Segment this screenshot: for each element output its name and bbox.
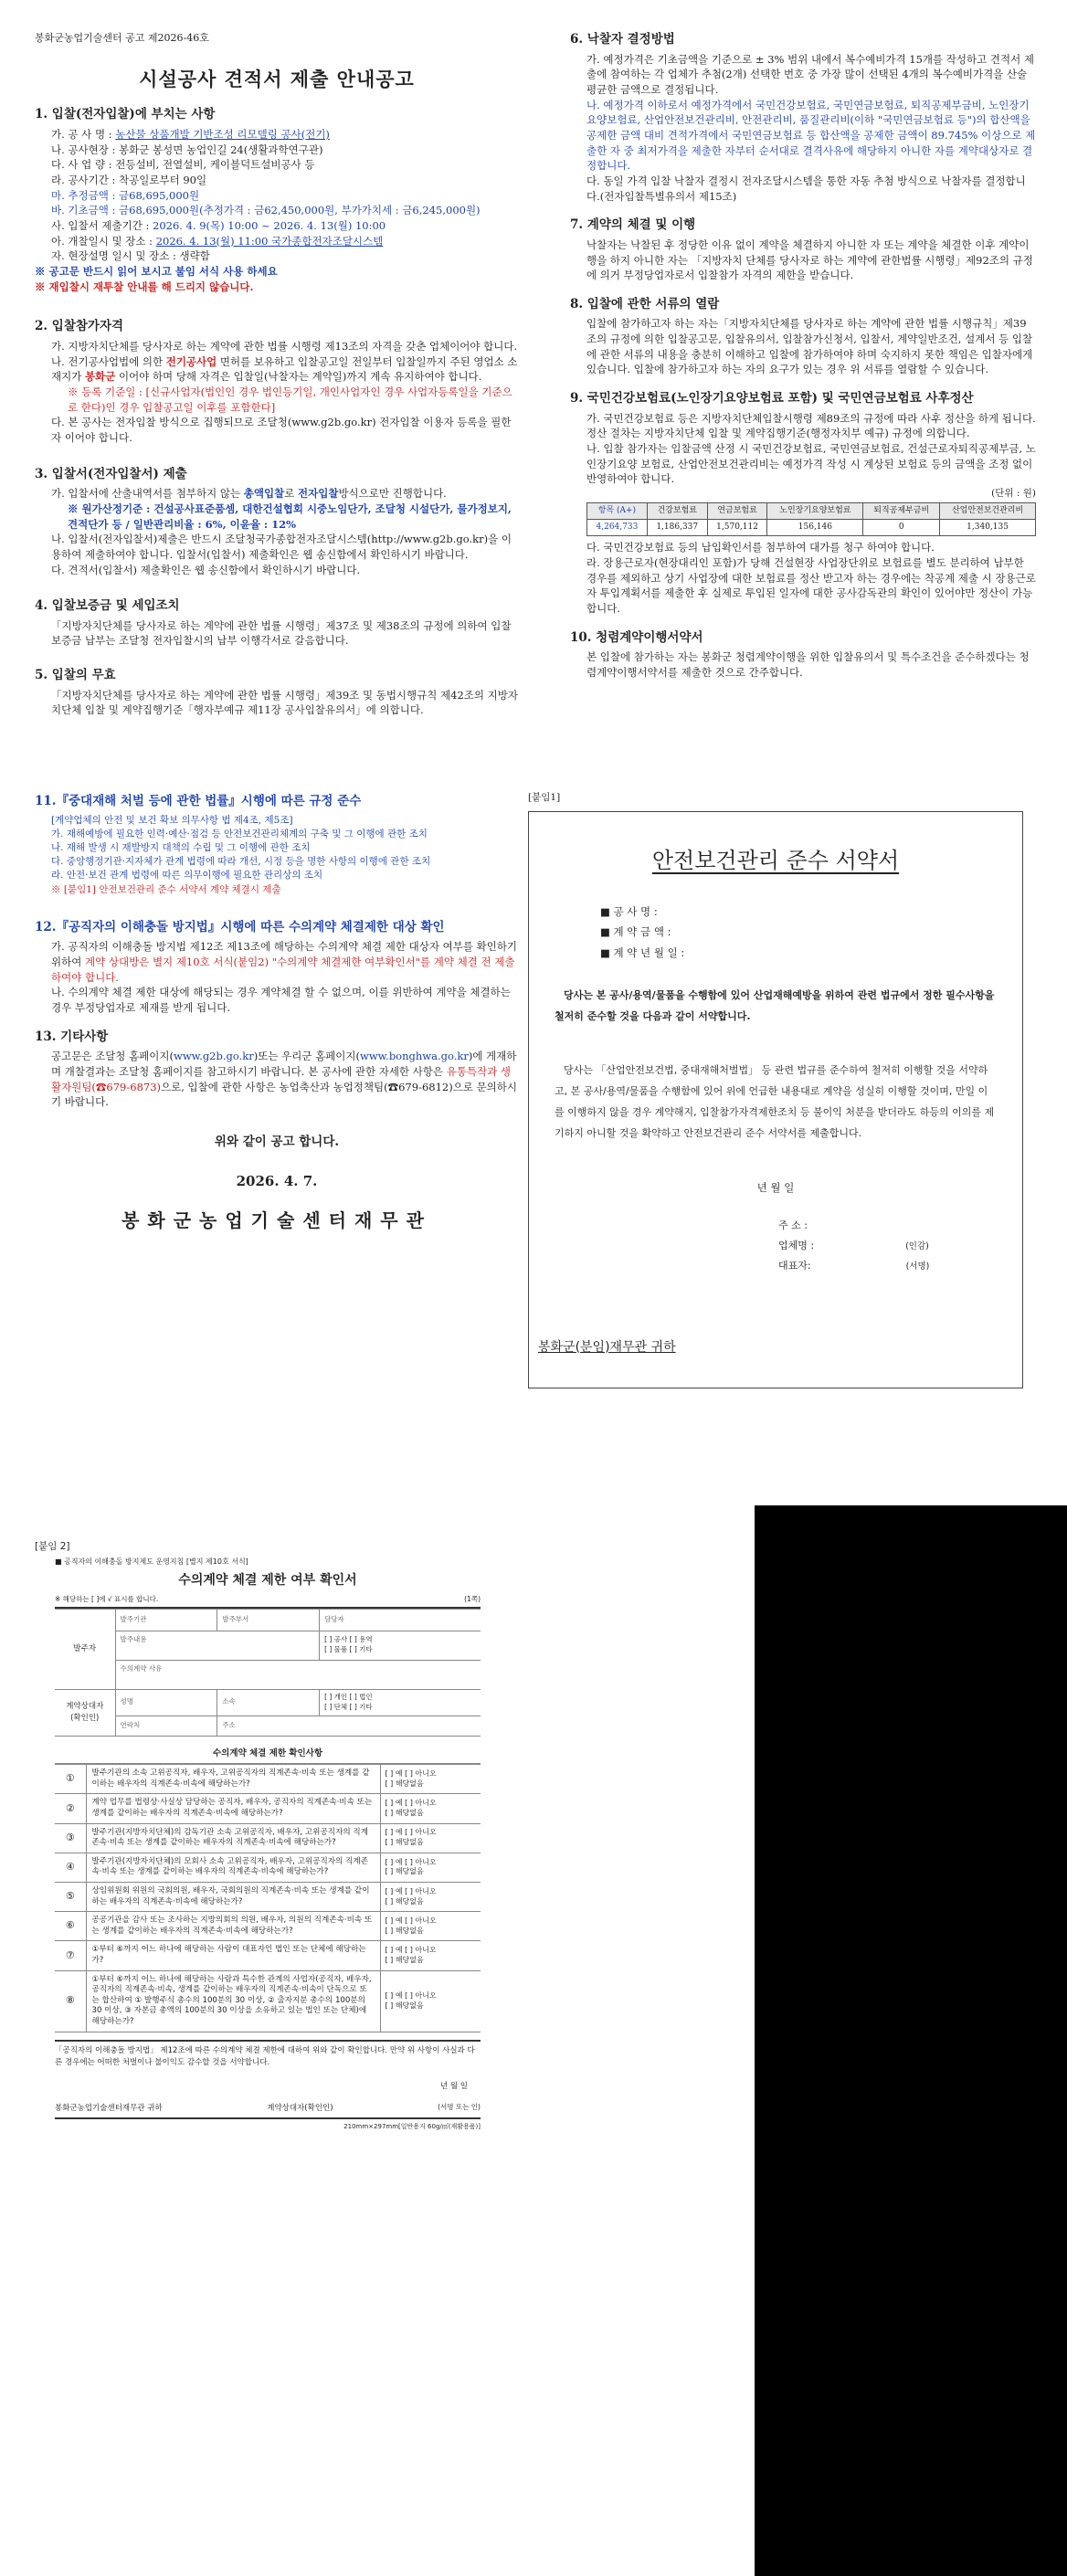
check-item-question: 공공기관을 감사 또는 조사하는 지방의회의 의원, 배우자, 의원의 직계존속·비속 또는 생계를 같이하는 배우자의 직계존속·비속에 해당하는가?	[86, 1912, 380, 1941]
section-9-heading: 9. 국민건강보험료(노인장기요양보험료 포함) 및 국민연금보험료 사후정산	[570, 391, 974, 406]
form-header-table	[55, 1609, 481, 1737]
check-item-number: ⑦	[55, 1941, 86, 1970]
check-item-options[interactable]: [ ] 예 [ ] 아니오 [ ] 해당없음	[380, 1883, 481, 1912]
form-date-line: 년 월 일	[439, 2081, 468, 2091]
estimated-amount-line: 마. 추정금액 : 금68,695,000원	[51, 188, 200, 202]
form-statement: 「공직자의 이해충돌 방지법」 제12조에 따른 수의계약 체결 제한에 대하여 위와 같이 확인합니다. 만약 위 사항이 사실과 다른 경우에는 어떠한 처벌이나 불이익도 감수할 것을 서약합니다.	[55, 2040, 481, 2070]
signer-company: 업체명 : (인감)	[778, 1240, 929, 1252]
section-11-item: 가. 재해예방에 필요한 인력·예산·점검 등 안전보건관리체계의 구축 및 그 이행에 관한 조치	[51, 828, 428, 839]
site-line: 나. 공사현장 : 봉화군 봉성면 농업인길 24(생활과학연구관)	[51, 143, 323, 156]
check-item-number: ①	[55, 1765, 86, 1794]
table-cell: 4,264,733	[587, 520, 648, 536]
base-amount-line: 바. 기초금액 : 금68,695,000원(추정가격 : 금62,450,000원, 부가가치세 : 금6,245,000원)	[51, 204, 481, 217]
check-item-options[interactable]: [ ] 예 [ ] 아니오 [ ] 해당없음	[380, 1970, 481, 2032]
check-item-row	[55, 1794, 481, 1823]
section-11-body	[35, 814, 519, 897]
form-signer: 계약상대자(확인인)	[267, 2104, 333, 2114]
party-address-field[interactable]: 주소	[217, 1716, 481, 1736]
pledge-form-box	[528, 811, 1023, 1388]
table-header-cell: 산업안전보건관리비	[940, 503, 1036, 520]
section-6-heading: 6. 낙찰자 결정방법	[570, 32, 675, 47]
check-item-question: 계약 업무를 법령상·사실상 담당하는 공직자, 배우자, 공직자의 직계존속·비속 또는 생계를 같이하는 배우자의 직계존속·비속에 해당하는가?	[86, 1794, 380, 1823]
check-item-row	[55, 1912, 481, 1941]
check-items-table	[55, 1764, 481, 2032]
section-11-heading: 11.『중대재해 처벌 등에 관한 법률』시행에 따른 규정 준수	[35, 794, 362, 808]
section-6-body	[570, 52, 1036, 205]
section-3-item-na: 나. 입찰서(전자입찰서)제출은 반드시 조달청국가종합전자조달시스템(http://www.g2b.go.kr)을 이용하여 제출하여야 합니다. 입찰서(입찰서) 제출확인은 웹 송신함에서 확인하시기 바랍니다.	[51, 533, 512, 561]
check-item-number: ⑥	[55, 1912, 86, 1941]
table-unit: (단위 : 원)	[991, 488, 1036, 500]
form-note-row	[55, 1595, 481, 1609]
check-item-row	[55, 1853, 481, 1882]
section-11-item: 나. 재해 발생 시 재발방지 대책의 수립 및 그 이행에 관한 조치	[51, 842, 311, 853]
party-affiliation-field[interactable]: 소속	[217, 1689, 320, 1716]
period-line: 라. 공사기간 : 착공일로부터 90일	[51, 173, 207, 186]
section-3-body	[35, 486, 519, 577]
submission-period: 2026. 4. 9(목) 10:00 ~ 2026. 4. 13(월) 10:00	[153, 218, 386, 232]
check-item-question: 상임위원회 위원의 국회의원, 배우자, 국회의원의 직계존속·비속 또는 생계를 같이하는 배우자의 직계존속·비속에 해당하는가?	[86, 1883, 380, 1912]
check-item-options[interactable]: [ ] 예 [ ] 아니오 [ ] 해당없음	[380, 1823, 481, 1853]
cost-basis-note: ※ 원가산정기준 : 건설공사표준품셈, 대한건설협회 시중노임단가, 조달청 시설단가, 물가정보지, 견적단가 등 / 일반관리비율 : 6%, 이윤율 : 12%	[68, 501, 512, 531]
party-label: 계약상대자 (확인인)	[55, 1689, 115, 1736]
section-7-heading: 7. 계약의 체결 및 이행	[570, 217, 696, 233]
section-2-item-na: 나. 전기공사업법에 의한 전기공사업 면허를 보유하고 입찰공고일 전일부터 입찰일까지 주된 영업소 소재지가 봉화군 이어야 하며 당해 자격은 입찰일(낙찰자는 계약일)까지 계속 유지하여야 합니다.	[51, 354, 518, 384]
opening-datetime: 2026. 4. 13(월) 11:00 국가종합전자조달시스템	[155, 234, 384, 248]
form-area	[55, 1557, 481, 2132]
pledge-statement-1: 당사는 본 공사/용역/물품을 수행함에 있어 산업재해예방을 위하여 관련 법규에서 정한 필수사항을 철저히 준수할 것을 다음과 같이 서약합니다.	[555, 988, 995, 1022]
site-briefing-line: 자. 현장설명 일시 및 장소 : 생략함	[51, 249, 210, 263]
pledge-statement-2: 당사는 「산업안전보건법, 중대재해처벌법」 등 관련 법규를 준수하여 철저히 이행할 것을 서약하고, 본 공사/용역/물품을 수행함에 있어 위에 언급한 내용대로 계약을 성실히 이행할 것이며, 만일 이를 이행하지 않을 경우 계약해지, 입찰참가자격제한조치 등 불이익 처분을 받더라도 하등의 이의를 제기하지 아니할 것을 확약하고 안전보건관리 준수 서약서를 제출합니다.	[555, 1064, 995, 1140]
notice-date: 2026. 4. 7.	[236, 1172, 318, 1189]
section-13-heading: 13. 기타사항	[35, 1029, 109, 1044]
party-type-options[interactable]: [ ] 개인 [ ] 법인 [ ] 단체 [ ] 기타	[320, 1689, 481, 1716]
check-item-row	[55, 1883, 481, 1912]
section-11-item: 라. 안전·보건 관계 법령에 따른 의무이행에 필요한 관리상의 조치	[51, 870, 323, 882]
pledge-field-project: ■ 공 사 명 :	[600, 904, 658, 918]
attachment-2-page	[26, 1540, 490, 2205]
page1-right-column	[570, 31, 1036, 681]
form-sign-row	[55, 2103, 481, 2119]
section-3-item-da: 다. 견적서(입찰서) 제출확인은 웹 송신함에서 확인하시기 바랍니다.	[51, 563, 361, 576]
notice-note-1: ※ 공고문 반드시 읽어 보시고 불임 서식 사용 하세요	[35, 264, 278, 278]
section-2-item-ga: 가. 지방자치단체를 당사자로 하는 계약에 관한 법률 시행령 제13조의 자격을 갖춘 업체이어야 합니다.	[51, 339, 518, 353]
pledge-date-line: 년 월 일	[756, 1181, 795, 1195]
check-section-title: 수의계약 체결 제한 확인사항	[55, 1742, 481, 1765]
check-item-row	[55, 1970, 481, 2032]
section-12-item-na: 나. 수의계약 체결 제한 대상에 해당되는 경우 계약체결 할 수 없으며, 이를 위반하여 계약을 체결하는 경우 부정당업자로 제재를 받게 됩니다.	[51, 986, 511, 1015]
attachment-1-tag: [붙임1]	[528, 792, 561, 803]
pledge-field-amount: ■ 계 약 금 액 :	[600, 925, 671, 939]
check-note: ※ 해당하는 [ ]에 √ 표시를 합니다.	[55, 1594, 159, 1603]
document-number: 봉화군농업기술센터 공고 제2026-46호	[35, 32, 209, 44]
check-item-question: ①부터 ⑥까지 어느 하나에 해당하는 사람과 특수한 관계의 사업자(공직자, 배우자, 공직자의 직계존속·비속, 생계를 같이하는 배우자의 직계존속·비속이 단독으로 또는 합산하여 ① 발행주식 총수의 100분의 30 이상, ② 출자지분 총수의 100분의 30 이상, ③ 자본금 총액의 100분의 30 이상을 소유하고 있는 법인 또는 단체)에 해당하는가?	[86, 1970, 380, 2032]
check-item-options[interactable]: [ ] 예 [ ] 아니오 [ ] 해당없음	[380, 1853, 481, 1882]
issuer-name: 봉화군농업기술센터재무관	[121, 1209, 432, 1232]
check-item-options[interactable]: [ ] 예 [ ] 아니오 [ ] 해당없음	[380, 1794, 481, 1823]
insurance-table	[586, 502, 1036, 536]
table-header-cell: 연금보험료	[707, 503, 767, 520]
form-sign-mark: (서명 또는 인)	[438, 2103, 481, 2112]
page-title: 시설공사 견적서 제출 안내공고	[139, 67, 415, 90]
section-9-item-ra: 라. 장용근로자(현장대리인 포함)가 당해 건설현장 사업장단위로 보험료를 별도 분리하여 납부한 경우를 제외하고 상기 사업장에 대한 보험료를 정산 받고자 하는 경우에는 착공계 제출 시 장용근로자 투입계획서를 제출한 후 실제로 투입된 일자에 대한 공사감독관의 확인이 있어야만 정산이 가능합니다.	[586, 556, 1036, 616]
check-item-options[interactable]: [ ] 예 [ ] 아니오 [ ] 해당없음	[380, 1912, 481, 1941]
table-cell: 0	[863, 520, 940, 536]
order-kind-options[interactable]: [ ] 공사 [ ] 용역 [ ] 물품 [ ] 기타	[320, 1631, 481, 1660]
signer-representative: 대표자: (서명)	[778, 1260, 930, 1272]
section-1-heading: 1. 입찰(전자입찰)에 부치는 사항	[35, 107, 216, 122]
table-header-cell: 퇴직공제부금비	[863, 503, 940, 520]
check-item-question: 발주기관(지방자치단체)의 감독기관 소속 고위공직자, 배우자, 고위공직자의 직계존속·비속 또는 생계를 같이하는 배우자의 직계존속·비속에 해당하는가?	[86, 1823, 380, 1853]
check-item-options[interactable]: [ ] 예 [ ] 아니오 [ ] 해당없음	[380, 1765, 481, 1794]
check-item-options[interactable]: [ ] 예 [ ] 아니오 [ ] 해당없음	[380, 1941, 481, 1970]
blank-black-region	[755, 1505, 1067, 2576]
section-12-heading: 12.『공직자의 이해충돌 방지법』시행에 따른 수의계약 체결제한 대상 확인	[35, 919, 445, 934]
page-mark: (1쪽)	[464, 1594, 481, 1603]
table-header-cell: 건강보험료	[647, 503, 707, 520]
party-contact-field[interactable]: 연락처	[115, 1716, 217, 1736]
section-6-item-da: 다. 동일 가격 입찰 낙찰자 결정시 전자조달시스템을 통한 자동 추첨 방식으로 낙찰자를 결정합니다.(전자입찰특별유의서 제15조)	[586, 174, 1026, 203]
check-item-row	[55, 1823, 481, 1853]
check-item-row	[55, 1765, 481, 1794]
section-13-body: 공고문은 조달청 홈페이지(www.g2b.go.kr)또는 우리군 홈페이지(www.bonghwa.go.kr)에 게재하며 개찰결과는 조달청 홈페이지를 참고하시기 바랍니다. 본 공사에 관한 자세한 사항은 유통특작과 생활자원팀(☎679-6873)으로, 입찰에 관한 사항은 농업축산과 농업정책팀(☎679-6812)으로 문의하시기 바랍니다.	[51, 1050, 518, 1109]
project-name-line: 가. 공 사 명 : 농산물 상품개발 기반조성 리모델링 공사(전기)	[51, 127, 330, 141]
scope-line: 다. 사 업 량 : 전등설비, 전열설비, 케이블덕트설비공사 등	[51, 158, 315, 172]
section-2-body	[35, 339, 519, 446]
section-11-note: ※ [붙임1] 안전보건관리 준수 서약서 계약 체결시 제출	[51, 883, 281, 895]
section-10-heading: 10. 청렴계약이행서약서	[570, 629, 703, 645]
section-7-body: 낙찰자는 낙찰된 후 정당한 이유 없이 계약을 체결하지 아니한 자 또는 계약을 체결한 이후 계약이행을 하지 아니한 자는 「지방자치 단체를 당사자로 하는 계약에 관한법률 시행령」제92조의 규정에 의거 부정당업자로서 입찰참가 자격의 제한을 받습니다.	[586, 238, 1033, 282]
table-cell: 1,570,112	[707, 520, 767, 536]
check-item-number: ③	[55, 1823, 86, 1853]
form-title: 수의계약 체결 제한 여부 확인서	[178, 1572, 357, 1588]
project-name: 농산물 상품개발 기반조성 리모델링 공사(전기)	[115, 127, 330, 141]
notice-page-2	[26, 793, 519, 1268]
signer-address: 주 소 :	[778, 1219, 808, 1232]
page2-body	[35, 793, 519, 1234]
person-field[interactable]: 담당자	[320, 1609, 481, 1631]
org-field[interactable]: 발주기관	[115, 1609, 217, 1631]
bonghwa-link[interactable]: www.bonghwa.go.kr	[360, 1050, 469, 1063]
attachment-2-tag: [붙임 2]	[35, 1541, 70, 1552]
opening-line: 아. 개찰일시 및 장소 : 2026. 4. 13(월) 11:00 국가종합전자조달시스템	[51, 234, 384, 248]
table-cell: 156,146	[767, 520, 863, 536]
party-name-field[interactable]: 성명	[115, 1689, 217, 1716]
check-item-row	[55, 1941, 481, 1970]
check-item-number: ④	[55, 1853, 86, 1882]
section-5-heading: 5. 입찰의 무효	[35, 668, 116, 683]
insurance-table-header	[587, 503, 1036, 520]
section-2-heading: 2. 입찰참가자격	[35, 319, 124, 334]
pledge-addressee: 봉화군(분임)재무관 귀하	[538, 1339, 676, 1355]
section-8-body: 입찰에 참가하고자 하는 자는「지방자치단체를 당사자로 하는 계약에 관한 법률 시행규칙」제39조의 규정에 의한 입찰공고문, 입찰유의서, 입찰참가신청서, 입찰서, 계약일반조건, 설계서 등 입찰에 관한 서류의 내용을 충분히 이해하고 입찰에 참가하여야 하며 숙지하지 못한 책임은 입찰자에게 있습니다. 입찰에 참가하고자 하는 자의 요구가 있는 경우 위 서류를 열람할 수 있습니다.	[586, 317, 1033, 376]
table-cell: 1,186,337	[647, 520, 707, 536]
check-item-question: 발주기관(지방자치단체)의 모회사 소속 고위공직자, 배우자, 고위공직자의 직계존속·비속 또는 생계를 같이하는 배우자의 직계존속·비속에 해당하는가?	[86, 1853, 380, 1882]
table-header-cell: 노인장기요양보험료	[767, 503, 863, 520]
section-3-heading: 3. 입찰서(전자입찰서) 제출	[35, 466, 187, 481]
notice-page-1	[26, 20, 1049, 769]
table-cell: 1,340,135	[940, 520, 1036, 536]
section-9-body	[570, 411, 1036, 617]
pledge-field-date: ■ 계 약 년 월 일 :	[600, 946, 685, 960]
check-item-question: ①부터 ⑥까지 어느 하나에 해당하는 사람이 대표자인 법인 또는 단체에 해당하는가?	[86, 1941, 380, 1970]
form-law-reference: ■ 공직자의 이해충돌 방지제도 운영지침 [별지 제10호 서식]	[55, 1557, 248, 1566]
order-kind-field: 발주내용	[115, 1631, 320, 1660]
registration-note: ※ 등록 기준일 : [신규사업자(법인인 경우 법인등기일, 개인사업자인 경우 사업자등록일을 기준으로 한다)인 경우 입찰공고일 이후를 포함한다]	[68, 385, 512, 414]
section-4-heading: 4. 입찰보증금 및 세입조치	[35, 598, 180, 614]
check-item-number: ⑤	[55, 1883, 86, 1912]
check-item-number: ⑧	[55, 1970, 86, 2032]
section-11-sub: [계약업체의 안전 및 보건 확보 의무사항 법 제4조, 제5조]	[51, 814, 293, 826]
submission-period-line: 사. 입찰서 제출기간 : 2026. 4. 9(목) 10:00 ~ 2026. 4. 13(월) 10:00	[51, 218, 386, 232]
form-addressee: 봉화군농업기술센터재무관 귀하	[55, 2104, 163, 2114]
section-10-body: 본 입찰에 참가하는 자는 봉화군 청렴계약이행을 위한 입찰유의서 및 특수조건을 준수하겠다는 청렴계약이행서약서를 제출한 것으로 간주합니다.	[586, 650, 1030, 679]
section-2-item-da: 다. 본 공사는 전자입찰 방식으로 집행되므로 조달청(www.g2b.go.kr) 전자입찰 이용자 등록을 필한 자 이어야 합니다.	[51, 416, 512, 444]
insurance-table-row	[587, 520, 1036, 536]
section-6-item-ga: 가. 예정가격은 기초금액을 기준으로 ± 3% 범위 내에서 복수예비가격 15개를 작성하고 견적서 제출에 참여하는 각 업체가 추첨(2개) 선택한 번호 중 가장 많이 선택된 4개의 복수예비가격을 산술 평균한 금액으로 결정됩니다.	[586, 52, 1034, 96]
pledge-title: 안전보건관리 준수 서약서	[651, 848, 900, 873]
section-9-item-da: 다. 국민건강보험료 등의 납입확인서를 첨부하여 대가를 청구 하여야 합니다.	[586, 541, 935, 554]
check-item-number: ②	[55, 1794, 86, 1823]
section-5-body: 「지방자치단체를 당사자로 하는 계약에 관한 법률 시행령」제39조 및 동법시행규칙 제42조의 지방자치단체 입찰 및 계약집행기준「행자부예규 제11장 공사입찰유의서」에 의합니다.	[51, 688, 518, 717]
section-1-body	[35, 127, 519, 264]
section-12-body	[35, 939, 519, 1015]
form-footer: 210mm×297mm[일반용지 60g/㎡(재활용품)]	[343, 2123, 481, 2131]
section-9-item-na: 나. 입찰 참가자는 입찰금액 산정 시 국민건강보험료, 국민연금보험료, 건설근로자퇴직공제부금, 노인장기요양 보험료, 산업안전보건관리비는 예정가격 작성 시 계상된 보험료 등의 금액을 조정 없이 반영하여야 합니다.	[586, 442, 1036, 486]
page1-left-column	[35, 31, 519, 718]
notice-note-2: ※ 재입찰시 재투찰 안내를 해 드리지 않습니다.	[35, 280, 254, 293]
section-12-item-ga: 가. 공직자의 이해충돌 방지법 제12조 제13조에 해당하는 수의계약 체결 제한 대상자 여부를 확인하기 위하여 계약 상대방은 별지 제10호 서식(붙임2) "수의계약 체결제한 여부확인서"를 계약 체결 전 제출하여야 합니다.	[51, 940, 518, 984]
contract-reason-field[interactable]: 수의계약 사유	[115, 1660, 481, 1689]
section-9-item-ga: 가. 국민건강보험료 등은 지방자치단체입찰시행령 제89조의 규정에 따라 사후 정산을 하게 됩니다. 정산 절차는 지방자치단체 입찰 및 계약집행기준(행정자치부 예규) 규정에 의합니다.	[586, 411, 1036, 440]
section-3-item-ga: 가. 입찰서에 산출내역서를 첨부하지 않는 총액입찰로 전자입찰방식으로만 진행합니다.	[51, 487, 447, 501]
g2b-link[interactable]: www.g2b.go.kr	[174, 1050, 254, 1063]
signer-block	[778, 1216, 997, 1276]
closing-statement: 위와 같이 공고 합니다.	[214, 1135, 340, 1150]
attachment-1-page	[526, 791, 1049, 1431]
section-8-heading: 8. 입찰에 관한 서류의 열람	[570, 296, 720, 311]
section-6-item-na: 나. 예정가격 이하로서 예정가격에서 국민건강보험료, 국민연금보험료, 퇴직공제부금비, 노인장기요양보험료, 산업안전보건관리비, 안전관리비, 품질관리비(이하 "국민연금보험료 등")의 합산액을 공제한 금액 대비 견적가격에서 국민연금보험료 등 합산액을 공제한 금액이 89.745% 이상으로 제출한 자 중 최저가격을 제출한 자부터 순서대로 결격사유에 해당하지 아니한 자를 계약대상자로 결정합니다.	[586, 98, 1036, 173]
section-11-item: 다. 중앙행정기관·지자체가 관계 법령에 따라 개선, 시정 등을 명한 사항의 이행에 관한 조치	[51, 856, 431, 868]
table-header-cell: 항목 (A+)	[587, 503, 648, 520]
orderer-label: 발주자	[55, 1609, 115, 1689]
dept-field[interactable]: 발주부서	[217, 1609, 320, 1631]
section-4-body: 「지방자치단체를 당사자로 하는 계약에 관한 법률 시행령」제37조 및 제38조의 규정에 의하여 입찰보증금 납부는 조달청 전자입찰시의 납부 이행각서로 갈음합니다.	[51, 618, 512, 648]
check-item-question: 발주기관의 소속 고위공직자, 배우자, 고위공직자의 직계존속·비속 또는 생계를 같이하는 배우자의 직계존속·비속에 해당하는가?	[86, 1765, 380, 1794]
